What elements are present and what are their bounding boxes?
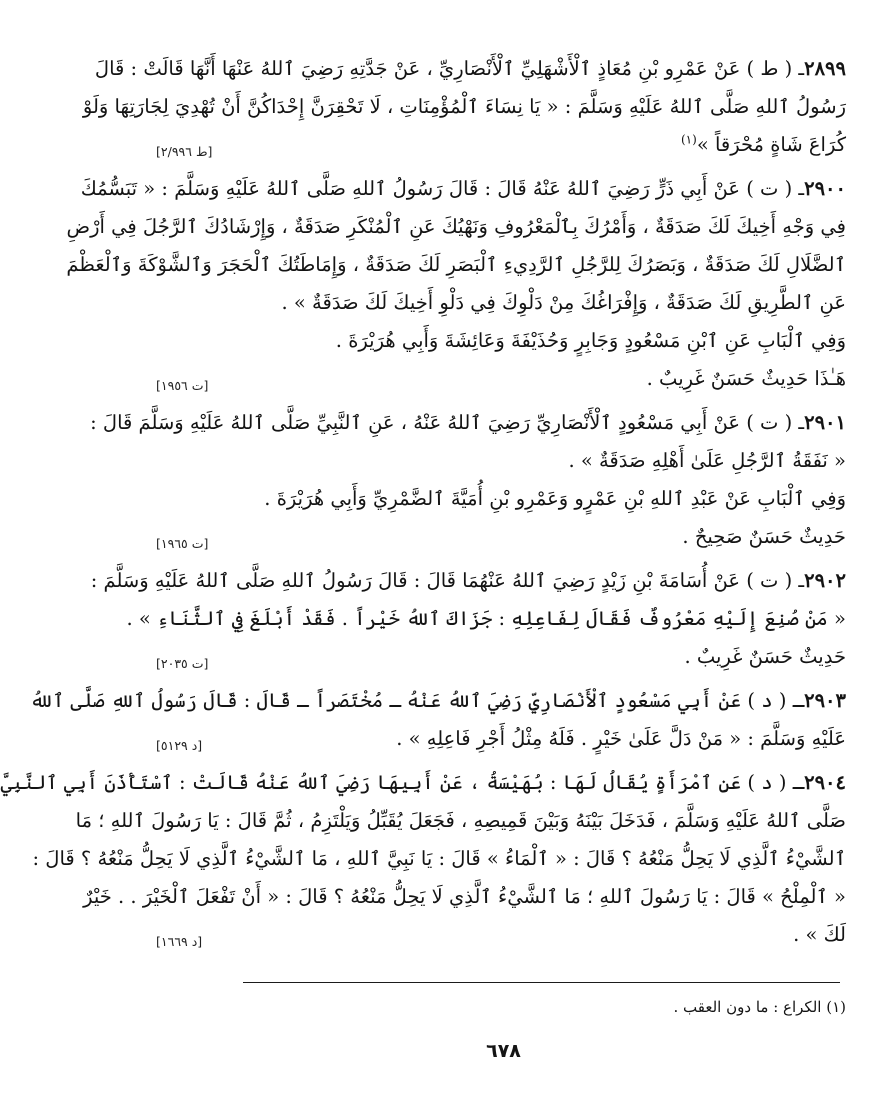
hadith-line-with-reference xyxy=(156,916,846,954)
hadith-text: ـ ( ت ) عَنْ أَبِي ذَرٍّ رَضِيَ ٱللهُ عَنْهُ قَالَ : قَالَ رَسُولُ ٱللهِ صَلَّى ٱللهُ عَلَيْهِ وَسَلَّمَ : « تَبَسُّمُكَ xyxy=(80,177,805,200)
hadith-line: عَنِ ٱلطَّرِيقِ لَكَ صَدَقَةٌ ، وَإِفْرَاغُكَ مِنْ دَلْوِكَ فِي دَلْوِ أَخِيكَ لَكَ صَدَقَةٌ » . xyxy=(281,291,846,314)
hadith-line: « نَفَقَةُ ٱلرَّجُلِ عَلَىٰ أَهْلِهِ صَدَقَةٌ » . xyxy=(568,449,846,472)
hadith-line xyxy=(94,50,846,88)
source-reference: [د ١٦٦٩] xyxy=(156,934,203,949)
hadith-number: ٢٩٠٣ xyxy=(804,689,846,712)
hadith-line xyxy=(29,682,846,720)
hadith-line-with-reference xyxy=(156,638,846,676)
grading-text: حَدِيثٌ حَسَنٌ غَرِيبٌ . xyxy=(684,645,846,668)
hadith-2901 xyxy=(90,404,846,556)
hadith-text: ـ ( د ) عَنِ ٱمْرَأَةٍ يُقَالُ لَهَا : بُهَيْسَةُ ، عَنْ أَبِيهَا رَضِيَ ٱللهُ عَنْهُ قَالَتْ : ٱسْتَأْذَنَ أَبِي ٱلنَّبِيَّ xyxy=(0,771,805,794)
hadith-number: ٢٩٠١ xyxy=(804,411,846,434)
footnote-marker: (١) xyxy=(680,132,697,147)
footnote-text: الكراع : ما دون العقب . xyxy=(673,998,822,1016)
footnote-divider xyxy=(243,982,840,983)
hadith-line: وَفِي ٱلْبَابِ عَنْ عَبْدِ ٱللهِ بْنِ عَمْرٍو وَعَمْرِو بْنِ أُمَيَّةَ ٱلضَّمْرِيِّ وَأَبِي هُرَيْرَةَ . xyxy=(264,487,846,510)
hadith-line: « ٱلْمِلْحُ » قَالَ : يَا رَسُولَ ٱللهِ ؛ مَا ٱلشَّيْءُ ٱلَّذِي لَا يَحِلُّ مَنْعُهُ ؟ قَالَ : « أَنْ تَفْعَلَ ٱلْخَيْرَ . . خَيْرٌ xyxy=(83,885,846,908)
hadith-number: ٢٩٠٢ xyxy=(804,569,846,592)
hadith-2899 xyxy=(82,50,846,164)
hadith-text-end xyxy=(681,126,846,164)
hadith-text: ـ ( ط ) عَنْ عَمْرِو بْنِ مُعَاذٍ ٱلْأَشْهَلِيِّ ٱلْأَنْصَارِيِّ ، عَنْ جَدَّتِهِ رَضِيَ ٱللهُ عَنْهَا أَنَّهَا قَالَتْ : قَالَ xyxy=(94,57,805,80)
source-reference: [ت ١٩٦٥] xyxy=(156,536,209,551)
source-reference: [د ٥١٢٩] xyxy=(156,738,203,753)
hadith-line: صَلَّى ٱللهُ عَلَيْهِ وَسَلَّمَ ، فَدَخَلَ بَيْنَهُ وَبَيْنَ قَمِيصِهِ ، فَجَعَلَ يُقَبِّلُ وَيَلْتَزِمُ ، ثُمَّ قَالَ : يَا رَسُولَ ٱللهِ ؛ مَا xyxy=(75,809,846,832)
hadith-number: ٢٩٠٠ xyxy=(804,177,846,200)
hadith-2904 xyxy=(0,764,846,954)
source-reference: [ت ١٩٥٦] xyxy=(156,378,209,393)
hadith-text: ـ ( ت ) عَنْ أَبِي مَسْعُودٍ ٱلْأَنْصَارِيِّ رَضِيَ ٱللهُ عَنْهُ ، عَنِ ٱلنَّبِيِّ صَلَّى ٱللهُ عَلَيْهِ وَسَلَّمَ قَالَ : xyxy=(90,411,805,434)
hadith-text: عَلَيْهِ وَسَلَّمَ : « مَنْ دَلَّ عَلَىٰ خَيْرٍ . فَلَهُ مِثْلُ أَجْرِ فَاعِلِهِ » . xyxy=(396,727,846,750)
grading-text: حَدِيثٌ حَسَنٌ صَحِيحٌ . xyxy=(682,525,846,548)
hadith-line xyxy=(90,562,846,600)
hadith-text: كُرَاعَ شَاةٍ مُحْرَقاً » xyxy=(696,133,846,156)
grading-text: هَـٰذَا حَدِيثٌ حَسَنٌ غَرِيبٌ . xyxy=(646,367,846,390)
hadith-line: ٱلشَّيْءُ ٱلَّذِي لَا يَحِلُّ مَنْعُهُ ؟ قَالَ : « ٱلْمَاءُ » قَالَ : يَا نَبِيَّ ٱللهِ ، مَا ٱلشَّيْءُ ٱلَّذِي لَا يَحِلُّ مَنْعُهُ ؟ قَالَ : xyxy=(32,847,846,870)
hadith-line: ٱلضَّلَالِ لَكَ صَدَقَةٌ ، وَبَصَرُكَ لِلرَّجُلِ ٱلرَّدِيءِ ٱلْبَصَرِ لَكَ صَدَقَةٌ ، وَإِمَاطَتُكَ ٱلْحَجَرَ وَٱلشَّوْكَةَ وَٱلْعَظْمَ xyxy=(66,253,846,276)
hadith-line-with-reference xyxy=(156,360,846,398)
footnote xyxy=(674,996,846,1018)
page-body xyxy=(0,50,846,960)
source-reference: [ط ٢/٩٩٦] xyxy=(156,144,213,159)
page-number: ٦٧٨ xyxy=(486,1040,521,1062)
hadith-text: ـ ( ت ) عَنْ أُسَامَةَ بْنِ زَيْدٍ رَضِيَ ٱللهُ عَنْهُمَا قَالَ : قَالَ رَسُولُ ٱللهِ صَلَّى ٱللهُ عَلَيْهِ وَسَلَّمَ : xyxy=(90,569,805,592)
hadith-text: ـ ( د ) عَنْ أَبِي مَسْعُودٍ ٱلْأَنْصَارِيِّ رَضِيَ ٱللهُ عَنْهُ ـ مُخْتَصَراً ـ قَالَ : قَالَ رَسُولُ ٱللهِ صَلَّى ٱللهُ xyxy=(29,689,805,712)
source-reference: [ت ٢٠٣٥] xyxy=(156,656,209,671)
hadith-text: لَكَ » . xyxy=(793,923,846,946)
footnote-number: (١) xyxy=(826,998,846,1016)
hadith-2903 xyxy=(29,682,846,758)
hadith-line-with-reference xyxy=(156,126,846,164)
hadith-2902 xyxy=(90,562,846,676)
hadith-line-with-reference xyxy=(156,720,846,758)
hadith-line-with-reference xyxy=(156,518,846,556)
hadith-number: ٢٨٩٩ xyxy=(804,57,846,80)
hadith-line xyxy=(90,404,846,442)
hadith-line xyxy=(80,170,846,208)
hadith-line: رَسُولُ ٱللهِ صَلَّى ٱللهُ عَلَيْهِ وَسَلَّمَ : « يَا نِسَاءَ ٱلْمُؤْمِنَاتِ ، لَا تَحْقِرَنَّ إِحْدَاكُنَّ أَنْ تُهْدِيَ لِجَارَتِهَا وَلَوْ xyxy=(82,95,846,118)
hadith-line: وَفِي ٱلْبَابِ عَنِ ٱبْنِ مَسْعُودٍ وَجَابِرٍ وَحُذَيْفَةَ وَعَائِشَةَ وَأَبِي هُرَيْرَةَ . xyxy=(335,329,846,352)
hadith-line xyxy=(0,764,846,802)
hadith-line: فِي وَجْهِ أَخِيكَ لَكَ صَدَقَةٌ ، وَأَمْرُكَ بِٱلْمَعْرُوفِ وَنَهْيُكَ عَنِ ٱلْمُنْكَرِ صَدَقَةٌ ، وَإِرْشَادُكَ ٱلرَّجُلَ فِي أَرْضِ xyxy=(66,215,846,238)
hadith-line: « مَنْ صُنِعَ إِلَيْهِ مَعْرُوفٌ فَقَالَ لِفَاعِلِهِ : جَزَاكَ ٱللهُ خَيْراً . فَقَدْ أَبْلَغَ فِي ٱلثَّنَاءِ » . xyxy=(126,607,846,630)
hadith-2900 xyxy=(66,170,846,398)
hadith-number: ٢٩٠٤ xyxy=(804,771,846,794)
